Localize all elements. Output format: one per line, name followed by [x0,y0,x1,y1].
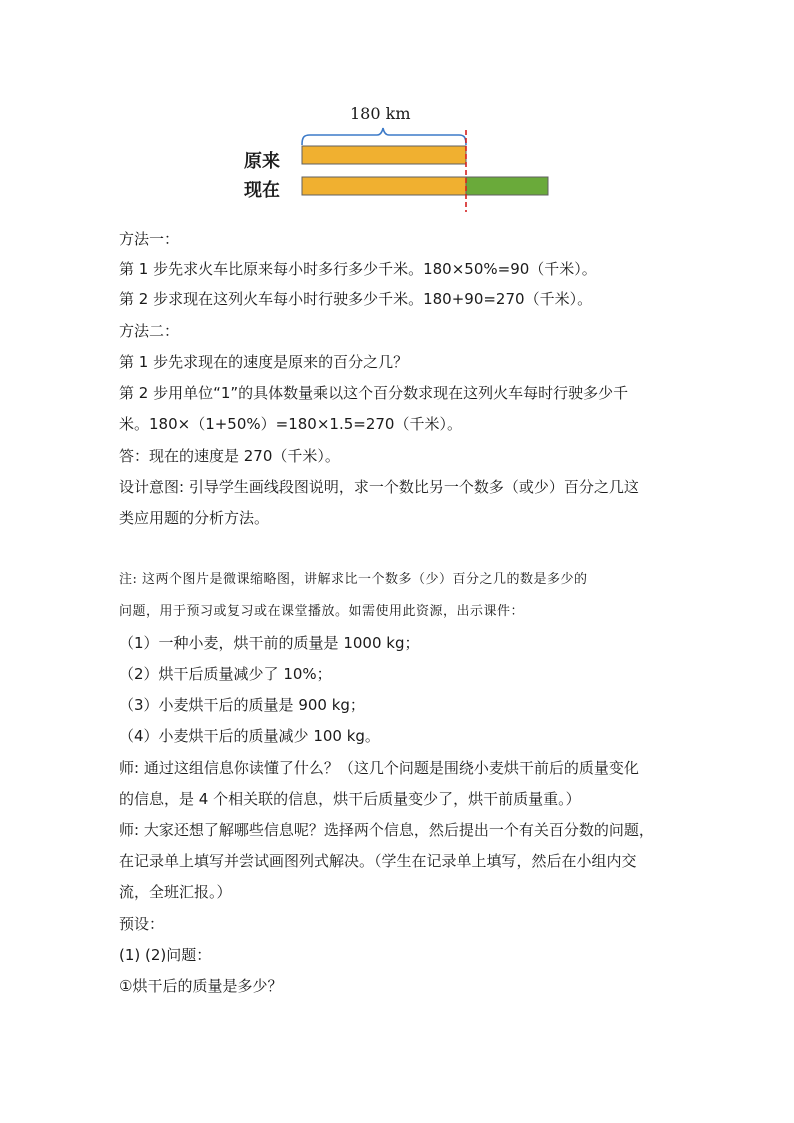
info-item-3: （3）小麦烘干后的质量是 900 kg； [119,696,365,714]
line-segment-diagram [230,100,570,215]
row-label-original: 原来 [244,151,280,172]
method1-title: 方法一： [119,230,180,248]
info-item-4: （4）小麦烘干后的质量减少 100 kg。 [119,727,380,745]
distance-brace [302,128,466,145]
note-line1: 注: 这两个图片是微课缩略图，讲解求比一个数多（少）百分之几的数是多少的 [119,572,588,587]
design-intent-line2: 类应用题的分析方法。 [119,509,270,527]
method1-step1: 第 1 步先求火车比原来每小时多行多少千米。180×50%=90（千米）。 [119,260,597,278]
note-line2: 问题，用于预习或复习或在课堂播放。如需使用此资源，出示课件： [119,604,525,619]
teacher-question-2-line1: 师: 大家还想了解哪些信息呢？选择两个信息，然后提出一个有关百分数的问题， [119,821,654,839]
preset-q1: ①烘干后的质量是多少？ [119,977,283,995]
distance-label: 180 km [350,104,411,123]
info-item-2: （2）烘干后质量减少了 10%； [119,665,332,683]
teacher-question-2-line2: 在记录单上填写并尝试画图列式解决。（学生在记录单上填写，然后在小组内交 [119,852,637,870]
now-bar-increase [466,177,548,195]
teacher-question-1-line2: 的信息，是 4 个相关联的信息，烘干后质量变少了，烘干前质量重。） [119,790,581,808]
row-label-now: 现在 [244,180,280,201]
teacher-question-1-line1: 师: 通过这组信息你读懂了什么？（这几个问题是围绕小麦烘干前后的质量变化 [119,759,639,777]
info-item-1: （1）一种小麦，烘干前的质量是 1000 kg； [119,634,420,652]
method2-step2-line2: 米。180×（1+50%）=180×1.5=270（千米）。 [119,415,462,433]
preset-title: 预设： [119,915,165,933]
now-bar-base [302,177,466,195]
method1-step2: 第 2 步求现在这列火车每小时行驶多少千米。180+90=270（千米）。 [119,290,593,308]
method2-step2-line1: 第 2 步用单位“1”的具体数量乘以这个百分数求现在这列火车每时行驶多少千 [119,384,629,402]
preset-question: (1) (2)问题： [119,946,212,964]
method2-step1: 第 1 步先求现在的速度是原来的百分之几？ [119,353,409,371]
method2-title: 方法二： [119,322,180,340]
answer: 答：现在的速度是 270（千米）。 [119,447,340,465]
design-intent-line1: 设计意图: 引导学生画线段图说明，求一个数比另一个数多（或少）百分之几这 [119,478,639,496]
original-bar [302,146,466,164]
teacher-question-2-line3: 流，全班汇报。） [119,883,232,901]
